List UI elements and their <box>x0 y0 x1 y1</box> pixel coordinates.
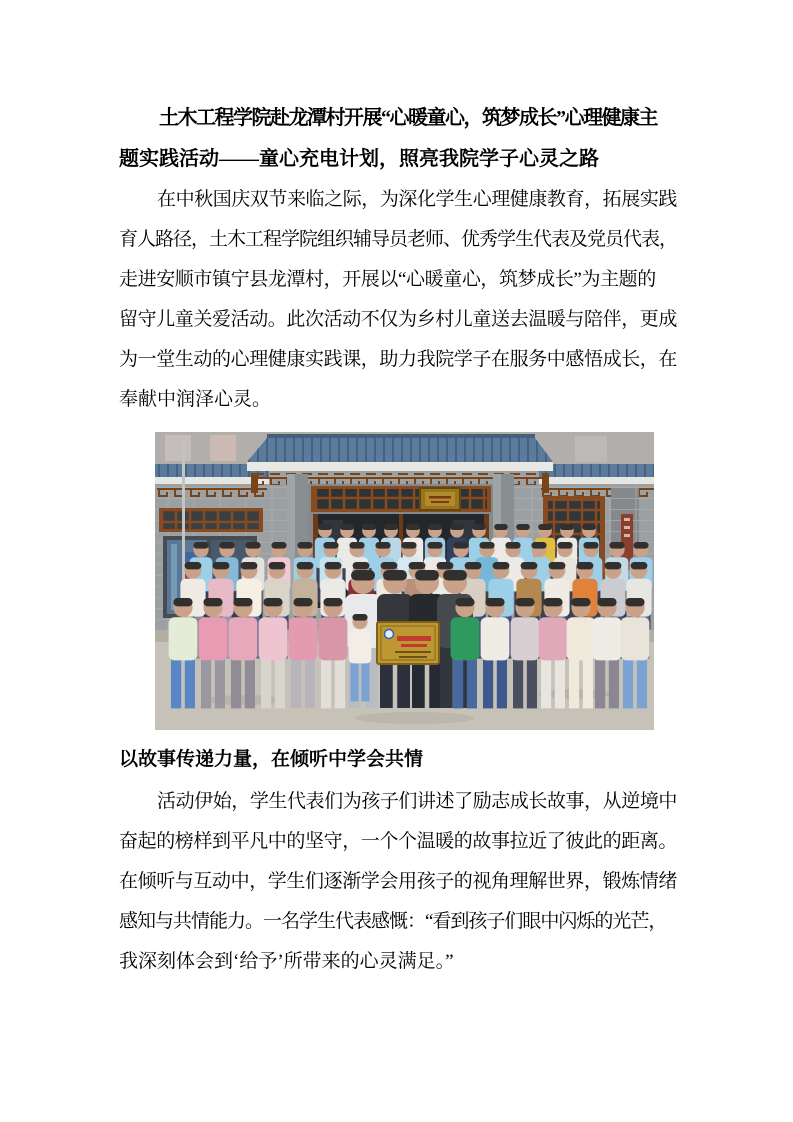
paragraph-line: 留守儿童关爱活动。此次活动不仅为乡村儿童送去温暖与陪伴，更成 <box>119 309 678 330</box>
paragraph-line: 育人路径，土木工程学院组织辅导员老师、优秀学生代表及党员代表， <box>119 229 678 250</box>
story-paragraph <box>119 782 677 982</box>
document-title <box>119 98 677 180</box>
paragraph-line: 奉献中润泽心灵。 <box>119 389 272 410</box>
paragraph-line: 我深刻体会到‘给予’所带来的心灵满足。” <box>119 951 454 972</box>
paragraph-line: 走进安顺市镇宁县龙潭村，开展以“心暖童心，筑梦成长”为主题的 <box>119 269 656 290</box>
intro-paragraph <box>119 180 677 420</box>
paragraph-line: 为一堂生动的心理健康实践课，助力我院学子在服务中感悟成长，在 <box>119 349 678 370</box>
paragraph-line: 在倾听与互动中，学生们逐渐学会用孩子的视角理解世界，锻炼情绪 <box>119 871 678 892</box>
paragraph-line: 活动伊始，学生代表们为孩子们讲述了励志成长故事，从逆境中 <box>157 791 677 812</box>
title-line-1: 土木工程学院赴龙潭村开展“心暖童心，筑梦成长”心理健康主 <box>159 107 657 129</box>
held-plaque <box>377 622 439 664</box>
group-photo-graphic <box>155 432 654 730</box>
paragraph-line: 感知与共情能力。一名学生代表感慨：“看到孩子们眼中闪烁的光芒， <box>119 911 667 932</box>
section-heading: 以故事传递力量，在倾听中学会共情 <box>119 749 424 770</box>
title-line-2: 题实践活动——童心充电计划，照亮我院学子心灵之路 <box>119 148 599 170</box>
group-photo <box>155 432 654 730</box>
paragraph-line: 奋起的榜样到平凡中的坚守，一个个温暖的故事拉近了彼此的距离。 <box>119 831 678 852</box>
paragraph-line: 在中秋国庆双节来临之际，为深化学生心理健康教育，拓展实践 <box>157 189 677 210</box>
